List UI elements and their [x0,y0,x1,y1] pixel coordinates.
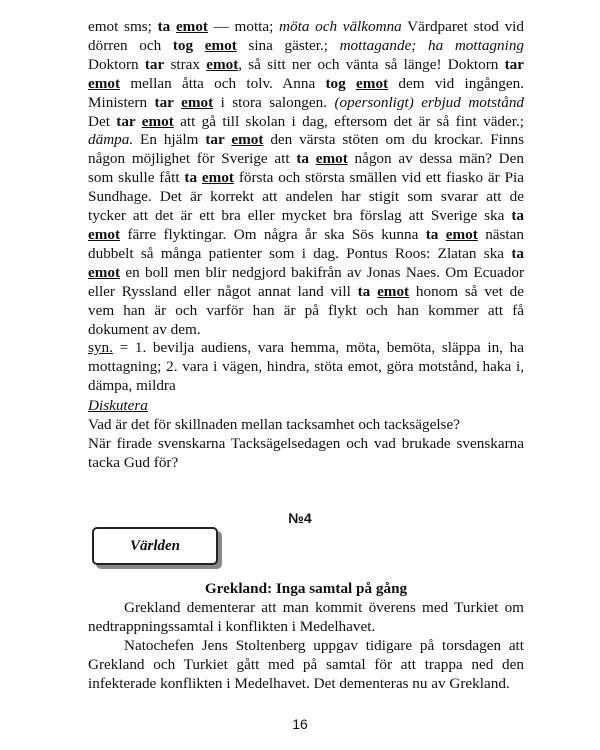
entry-text-segment: En hjälm [133,131,206,149]
entry-line [88,302,524,321]
entry-line [88,245,524,264]
entry-text-segment: tar [504,55,524,73]
entry-text-segment: första och största smällen vid ett fiasko är Pia [233,169,524,187]
entry-text-segment: (opersonligt) erbjud motstånd [334,93,525,111]
entry-text-segment: dämpa. [88,131,134,149]
section-label: Världen [129,537,180,554]
entry-text-segment: mottagning; 2. vara i vägen, hindra, stöta emot, göra motstånd, haka i, [88,358,524,376]
entry-line [88,37,524,56]
entry-line [88,150,524,169]
entry-text-segment: ta [157,18,176,35]
entry-text-segment: nästan [477,225,524,243]
entry-text-segment: Sundhage. Det är korrekt att andelen har stigit som svarar att de [88,188,524,206]
entry-text-segment: emot [204,36,237,54]
article-body [88,599,524,694]
entry-text-segment: Det [88,112,117,130]
entry-text-segment: färre flyktingar. Om några år ska Sös kunna [120,225,426,243]
entry-text-segment: mellan åtta och tolv. Anna [120,74,326,92]
article-paragraph-1: Grekland dementerar att man kommit överens med Turkiet om nedtrappningssamtal i konflikten i Medelhavet. [88,599,524,635]
entry-line [88,94,524,113]
entry-text-segment: Doktorn [88,55,145,73]
entry-text-segment: någon möjlighet för Sverige att [88,150,297,168]
entry-text-segment: som skulle fått [88,169,185,187]
entry-text-segment: emot [175,18,208,35]
entry-text-segment: emot [377,282,410,300]
entry-text-segment: tog [172,36,205,54]
entry-text-segment: strax [164,55,207,73]
entry-text-segment: emot [88,225,121,243]
entry-line [88,56,524,75]
entry-text-segment: ta [184,169,202,187]
entry-text-segment: syn. [88,339,113,357]
entry-line [88,283,524,302]
entry-text-segment: möta och välkomna [279,18,402,35]
entry-text-segment: emot [231,131,264,149]
section-label-box [92,527,218,565]
entry-text-segment: = 1. bevilja audiens, vara hemma, möta, bemöta, släppa in, ha [112,339,524,357]
entry-text-segment: dem vid ingången. [388,74,525,92]
entry-line [88,18,524,37]
entry-text-segment: tycker att det är ett bra eller mycket bra förslag att Sverige ska [88,207,512,225]
entry-text-segment: emot [206,55,239,73]
entry-line [88,339,524,358]
dictionary-entry-ta-emot [88,18,524,396]
entry-text-segment: den värsta stöten om du krockar. Finns [263,131,524,149]
entry-text-segment: Värdparet stod vid [401,18,524,35]
entry-line [88,358,524,377]
entry-line [88,131,524,150]
discussion-question-2: När firade svenskarna Tacksägelsedagen och vad brukade svenskarna tacka Gud för? [88,434,524,471]
entry-text-segment: , så sitt ner och vänta så länge! Doktorn [238,55,505,73]
entry-text-segment: ta [296,150,316,168]
entry-line [88,169,524,188]
entry-line [88,113,524,132]
entry-text-segment: ta [425,225,446,243]
entry-text-segment: Ministern [88,93,155,111]
entry-text-segment: tog [325,74,357,92]
entry-text-segment: en boll men blir nedgjord bakifrån av Jonas Naes. Om Ecuador [120,263,524,281]
entry-text-segment: honom så vet de [409,282,524,300]
discussion-section [88,397,524,473]
entry-text-segment: dubbelt så många patienter som i dag. Pontus Roos: Zlatan ska [88,244,512,262]
entry-line [88,188,524,207]
entry-line [88,377,524,396]
discussion-heading: Diskutera [88,397,148,414]
entry-text-segment: dörren och [88,36,173,54]
entry-text-segment: emot [445,225,478,243]
entry-text-segment: emot [315,150,348,168]
entry-text-segment: i stora salongen. [213,93,335,111]
entry-text-segment: ta [511,244,524,262]
entry-text-segment: vem han är och varför han är på flykt och han kommer att få [88,301,524,319]
article-title: Grekland: Inga samtal på gång [204,580,408,597]
entry-text-segment: dokument av dem. [88,320,201,338]
entry-line [88,226,524,245]
entry-text-segment: tar [154,93,182,111]
entry-line [88,321,524,340]
entry-text-segment: att gå till skolan i dag, eftersom det är så fint väder.; [173,112,525,130]
entry-text-segment: mottagande; ha mottagning [339,36,525,54]
entry-text-segment: tar [116,112,142,130]
entry-text-segment: — motta; [207,18,280,35]
entry-text-segment: tar [205,131,232,149]
discussion-question-1: Vad är det för skillnaden mellan tacksamhet och tacksägelse? [88,415,460,433]
page-number: 16 [292,716,308,732]
article-paragraph-2: Natochefen Jens Stoltenberg uppgav tidigare på torsdagen att Grekland och Turkiet gått med på samtal för att trappa ned den infekterade konflikten i Medelhavet. Det dementeras nu av Grekland. [88,636,524,692]
entry-line [88,264,524,283]
entry-text-segment: sina gäster.; [236,36,340,54]
entry-text-segment: någon av dessa män? Den [347,150,524,168]
entry-text-segment: eller Ryssland eller något annat land vill [88,282,358,300]
entry-text-segment: tar [144,55,165,73]
entry-text-segment: emot [181,93,214,111]
entry-text-segment: emot [88,263,121,281]
entry-text-segment: dämpa, mildra [88,377,176,395]
entry-line [88,75,524,94]
issue-number: №4 [288,510,312,526]
entry-line [88,207,524,226]
entry-text-segment: emot [88,74,121,92]
entry-text-segment: emot [141,112,174,130]
entry-text-segment: ta [357,282,378,300]
entry-text-segment: emot [356,74,389,92]
entry-text-segment: ta [511,207,524,225]
entry-text-segment: emot [201,169,234,187]
entry-text-segment: emot sms; [88,18,158,35]
